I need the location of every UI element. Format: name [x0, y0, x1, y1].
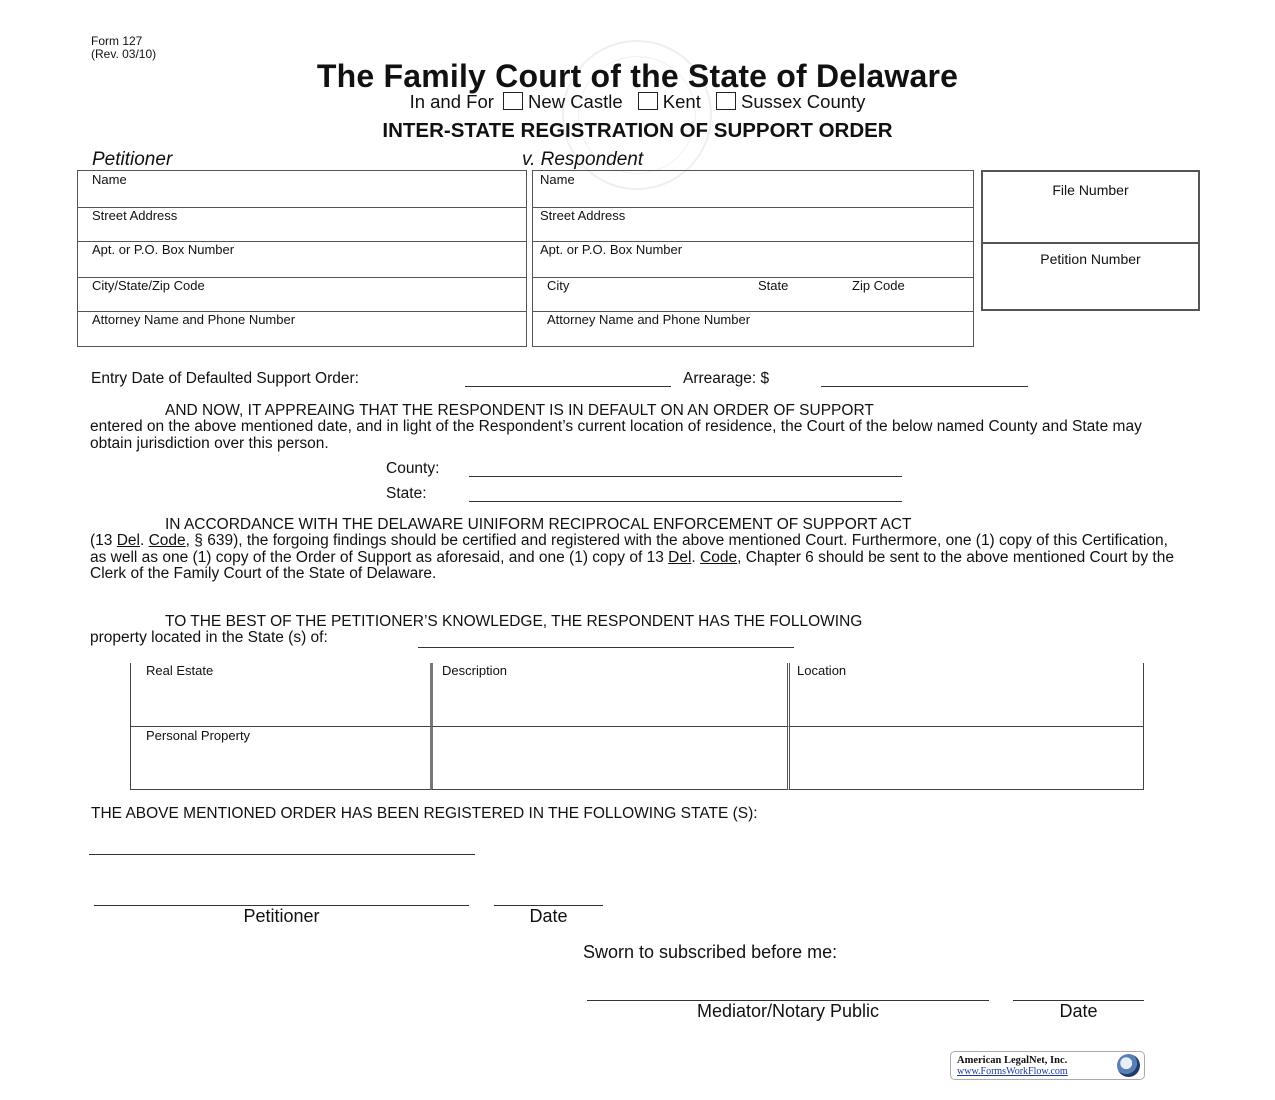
respondent-apt-field[interactable] [533, 241, 973, 278]
petitioner-signature-label: Petitioner [243, 906, 320, 926]
description-label: Description [442, 663, 508, 678]
del-abbrev: Del [668, 548, 692, 566]
brand-url-link[interactable]: www.FormsWorkFlow.com [957, 1066, 1068, 1077]
respondent-attorney-field[interactable] [533, 311, 973, 347]
respondent-city-field[interactable] [533, 277, 973, 312]
personal-property-label: Personal Property [146, 728, 251, 743]
court-title: The Family Court of the State of Delaware [316, 58, 959, 94]
code-abbrev: Code [700, 548, 738, 566]
paragraph-body: entered on the above mentioned date, and in light of the Respondent’s current location of residence, the Court of the below named County and State may obtain jurisdiction over this person. [90, 418, 1142, 452]
paragraph-first-line: TO THE BEST OF THE PETITIONER’S KNOWLEDGE, THE RESPONDENT HAS THE FOLLOWING [165, 613, 863, 630]
field-label-state: State [758, 278, 789, 293]
globe-logo-icon [1117, 1054, 1140, 1077]
brand-name: American LegalNet, Inc. [957, 1055, 1068, 1066]
case-number-box [981, 170, 1200, 311]
field-label: Street Address [92, 208, 178, 223]
county-label: County: [386, 460, 440, 477]
sworn-text: Sworn to subscribed before me: [583, 942, 838, 962]
petition-number-label: Petition Number [1040, 251, 1141, 267]
field-label-zip: Zip Code [852, 278, 905, 293]
respondent-street-field[interactable] [533, 207, 973, 242]
registered-states-label: THE ABOVE MENTIONED ORDER HAS BEEN REGISTERED IN THE FOLLOWING STATE (S): [91, 805, 758, 822]
state-input[interactable] [469, 501, 902, 502]
text-span: (13 [90, 532, 117, 550]
real-estate-cell [130, 663, 430, 727]
county-label-new-castle: New Castle [528, 91, 623, 112]
entry-date-input[interactable] [465, 386, 671, 387]
text-span: . [691, 548, 701, 566]
file-number-label: File Number [1052, 182, 1129, 198]
property-table [130, 663, 1144, 790]
respondent-name-field[interactable] [533, 171, 973, 208]
checkbox-kent[interactable] [638, 92, 658, 110]
property-states-input[interactable] [418, 647, 794, 648]
personal-property-description-cell[interactable] [430, 727, 787, 790]
real-estate-label: Real Estate [146, 663, 214, 678]
petitioner-street-field[interactable] [78, 207, 526, 242]
form-revision-text: (Rev. 03/10) [91, 47, 157, 61]
default-paragraph [90, 403, 1180, 452]
american-legalnet-badge[interactable] [950, 1051, 1145, 1080]
entry-date-label: Entry Date of Defaulted Support Order: [91, 370, 359, 387]
property-paragraph [90, 614, 1180, 647]
arrearage-label: Arrearage: $ [683, 370, 770, 387]
county-prefix: In and For [409, 91, 494, 112]
real-estate-location-cell[interactable] [787, 663, 1144, 727]
field-label: Street Address [540, 208, 626, 223]
personal-property-location-cell[interactable] [787, 727, 1144, 790]
document-title: INTER-STATE REGISTRATION OF SUPPORT ORDER [382, 119, 893, 142]
field-label: Name [92, 172, 127, 187]
petitioner-apt-field[interactable] [78, 241, 526, 278]
respondent-info-box [532, 170, 974, 347]
paragraph-body [90, 533, 1180, 582]
paragraph-first-line: AND NOW, IT APPREAING THAT THE RESPONDENT IS IN DEFAULT ON AN ORDER OF SUPPORT [165, 402, 874, 419]
personal-property-cell [130, 727, 430, 790]
del-abbrev: Del [116, 532, 140, 550]
petitioner-heading: Petitioner [92, 149, 173, 170]
location-label: Location [797, 663, 847, 678]
petitioner-info-box [77, 170, 527, 347]
checkbox-new-castle[interactable] [503, 92, 523, 110]
field-label: Attorney Name and Phone Number [92, 312, 296, 327]
notary-signature-label: Mediator/Notary Public [696, 1001, 880, 1021]
code-abbrev: Code [148, 532, 186, 550]
county-selector [0, 91, 1275, 113]
field-label: Name [540, 172, 575, 187]
text-span: , § 639), the forgoing findings should be certified and registered with the above mentioned Court. Furthermore, one (1) copy of this Certification, as well as one (1) copy of the Order of Support as aforesaid, and one (1) copy of 13 [90, 532, 1168, 566]
form-number-text: Form 127 [91, 34, 143, 48]
petitioner-city-field[interactable] [78, 277, 526, 312]
field-label: City/State/Zip Code [92, 278, 205, 293]
paragraph-first-line: IN ACCORDANCE WITH THE DELAWARE UINIFORM RECIPROCAL ENFORCEMENT OF SUPPORT ACT [165, 516, 912, 533]
county-label-sussex: Sussex County [740, 91, 866, 112]
field-label: Apt. or P.O. Box Number [540, 242, 683, 257]
county-input[interactable] [469, 476, 902, 477]
real-estate-description-cell[interactable] [430, 663, 787, 727]
state-label: State: [386, 485, 427, 502]
field-label: Apt. or P.O. Box Number [92, 242, 235, 257]
uresa-paragraph [90, 517, 1180, 582]
petition-number-field[interactable] [983, 244, 1198, 310]
respondent-heading: v. Respondent [522, 149, 644, 170]
petitioner-attorney-field[interactable] [78, 311, 526, 347]
checkbox-sussex[interactable] [716, 92, 736, 110]
field-label: Attorney Name and Phone Number [547, 312, 751, 327]
notary-date-label: Date [1059, 1001, 1098, 1021]
registered-states-input[interactable] [89, 854, 475, 855]
text-span: , Chapter 6 should be sent to the above mentioned Court by the Clerk of the Family Court of the State of Delaware. [90, 548, 1174, 582]
paragraph-body: property located in the State (s) of: [90, 629, 328, 647]
arrearage-input[interactable] [821, 386, 1028, 387]
field-label-city: City [547, 278, 570, 293]
county-label-kent: Kent [662, 91, 701, 112]
petitioner-name-field[interactable] [78, 171, 526, 208]
text-span: . [139, 532, 149, 550]
petitioner-date-label: Date [529, 906, 568, 926]
file-number-field[interactable] [983, 172, 1198, 244]
